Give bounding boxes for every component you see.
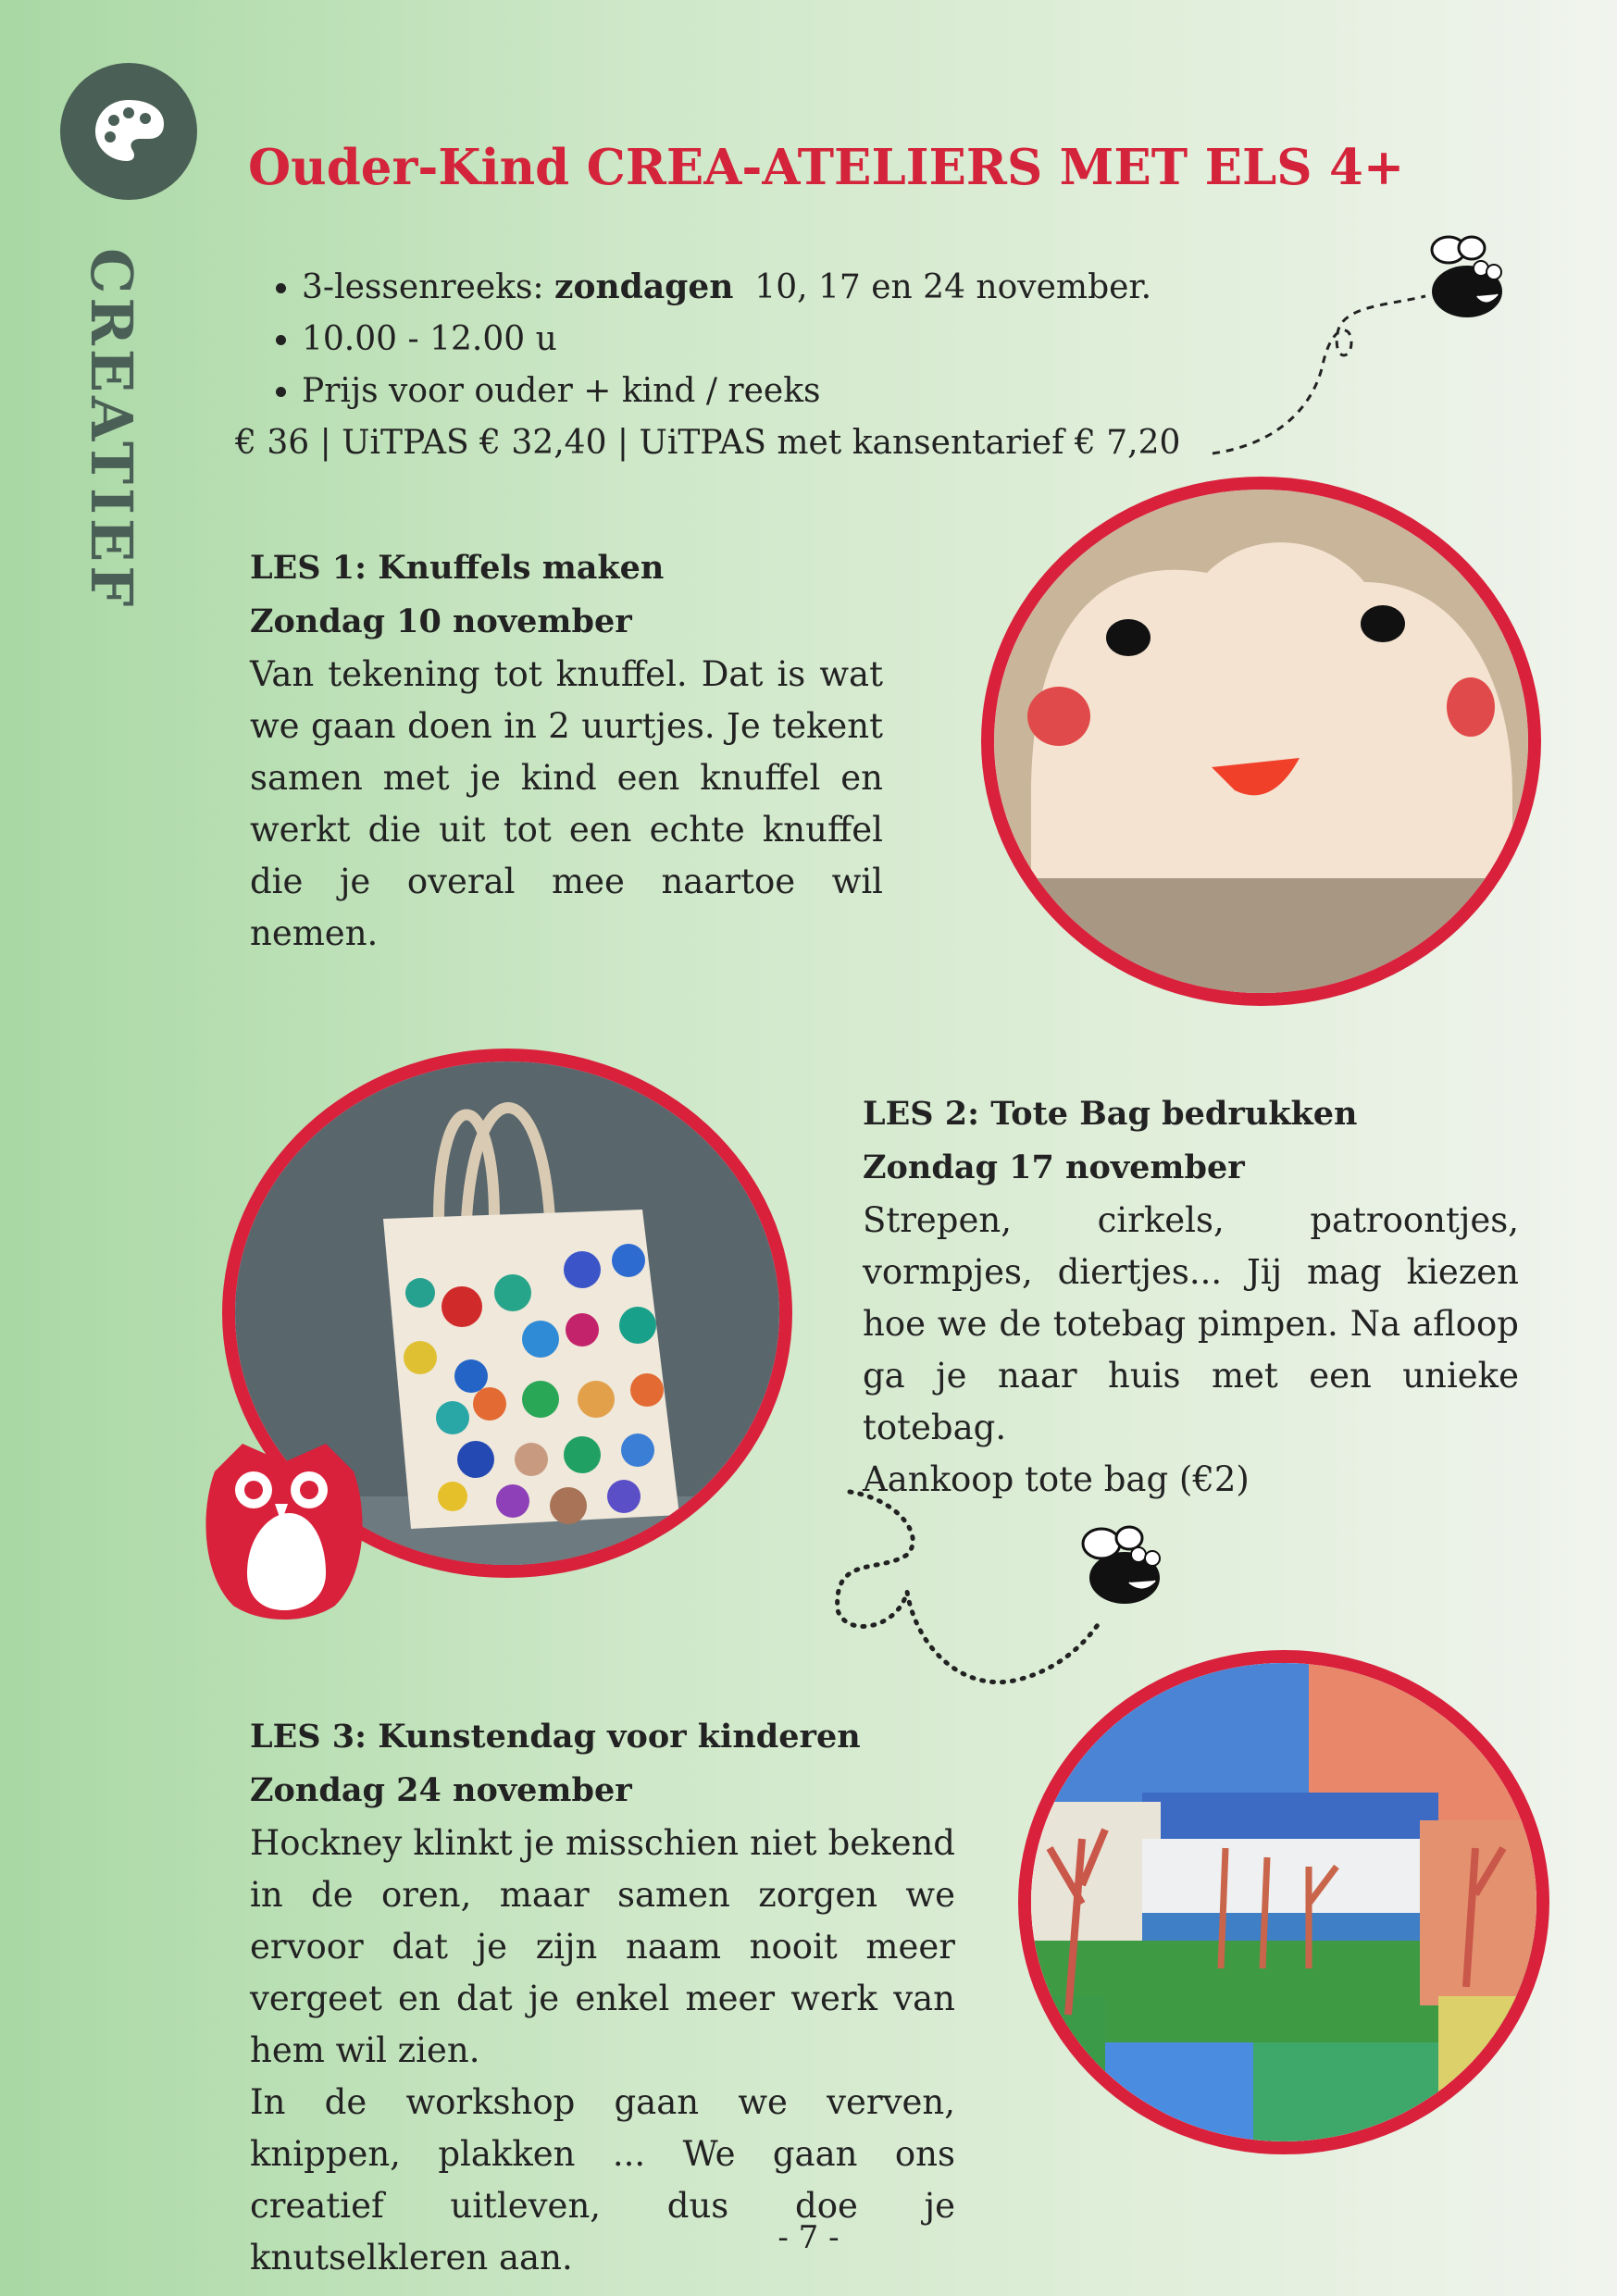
section-label: CREATIEF xyxy=(78,248,145,611)
bullet-text: 10, 17 en 24 november. xyxy=(733,268,1152,306)
lesson-3-text: Hockney klinkt je misschien niet bekend in de oren, maar samen zorgen we ervoor dat je zijn naam nooit meer vergeet en dat je enkel meer werk van hem wil zien. xyxy=(250,1823,955,2070)
info-bullet-series xyxy=(302,261,1180,314)
bee-illustration xyxy=(824,1481,1166,1694)
lesson-1-title: LES 1: Knuffels maken xyxy=(250,549,665,587)
price-line: € 36 | UiTPAS € 32,40 | UiTPAS met kansentarief € 7,20 xyxy=(235,424,1181,462)
owl-logo xyxy=(196,1434,372,1620)
info-bullet-price: • Prijs voor ouder + kind / reeks xyxy=(302,366,1180,417)
lesson-2-title: LES 2: Tote Bag bedrukken xyxy=(863,1095,1358,1133)
info-block xyxy=(235,261,1180,469)
page-title: Ouder-Kind CREA-ATELIERS MET ELS 4+ xyxy=(248,139,1405,196)
lesson-2-text: Strepen, cirkels, patroontjes, vormpjes, diertjes... Jij mag kiezen hoe we de totebag pimpen. Na afloop ga je naar huis met een unieke totebag. xyxy=(863,1200,1519,1447)
lesson-1-date: Zondag 10 november xyxy=(250,602,632,640)
lesson-1 xyxy=(250,541,883,960)
lesson-1-text: Van tekening tot knuffel. Dat is wat we gaan doen in 2 uurtjes. Je tekent samen met je kind een knuffel en werkt die uit tot een echte knuffel die je overal mee naartoe wil nemen. xyxy=(250,654,883,953)
lesson-3-title: LES 3: Kunstendag voor kinderen xyxy=(250,1718,861,1756)
page-number: - 7 - xyxy=(777,2219,840,2256)
lesson-2-extra: Aankoop tote bag (€2) xyxy=(863,1459,1250,1499)
lesson-3-date: Zondag 24 november xyxy=(250,1771,632,1809)
lesson-2 xyxy=(863,1087,1519,1506)
bullet-text: 3-lessenreeks: xyxy=(302,268,555,306)
lesson-3-extra: In de workshop gaan we verven, knippen, plakken ... We gaan ons creatief uitleven, dus doe je knutselkleren aan. xyxy=(250,2082,955,2277)
plush-photo xyxy=(981,477,1541,1006)
lesson-2-date: Zondag 17 november xyxy=(863,1148,1245,1186)
lesson-3 xyxy=(250,1710,955,2284)
palette-badge xyxy=(60,63,197,200)
bee-illustration xyxy=(1203,222,1509,463)
palette-icon xyxy=(60,63,197,200)
info-bullet-time: • 10.00 - 12.00 u xyxy=(302,314,1180,366)
bullet-bold: zondagen xyxy=(554,267,734,306)
painting-photo xyxy=(1018,1650,1549,2154)
